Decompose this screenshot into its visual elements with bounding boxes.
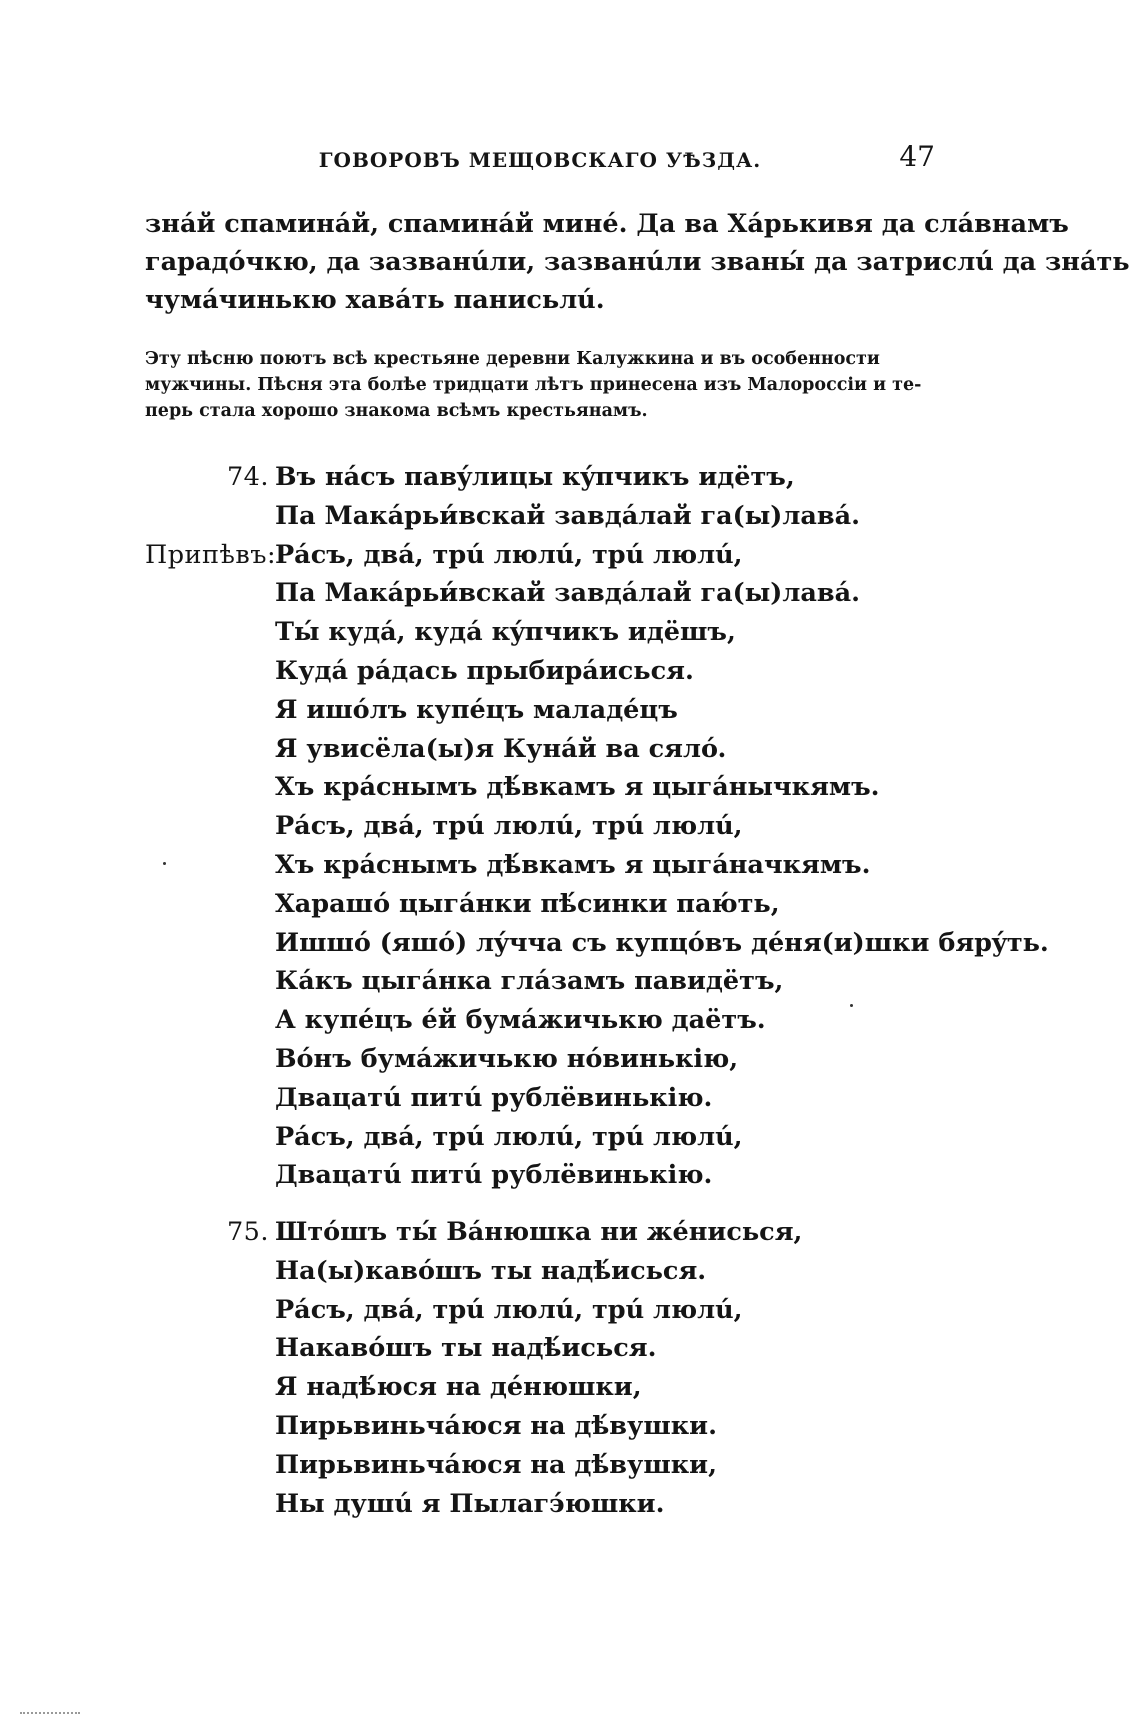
verse-text: Двацатú питú рублёвинькію.: [275, 1082, 713, 1113]
verse-line: [145, 574, 945, 613]
prose-paragraph: [145, 205, 1130, 319]
verse-line: [145, 1329, 945, 1368]
verse-text: Ишшó (яшó) лýчча съ купцóвъ дéня(и)шки бярýть.: [275, 927, 1049, 958]
song-74: [145, 458, 1049, 1195]
verse-text: Вóнъ бумáжичькю нóвинькію,: [275, 1043, 739, 1074]
verse-line: [145, 536, 945, 575]
verse-text: Па Макáрьи́вскай завдáлай га(ы)лавá.: [275, 500, 860, 531]
note-line: Эту пѣсню поютъ всѣ крестьяне деревни Калужкина и въ особенности: [145, 349, 880, 369]
verse-line: [145, 613, 945, 652]
verse-line: [145, 1252, 945, 1291]
verse-text: Штóшъ ты́ Вáнюшка ни жéнисься,: [275, 1217, 803, 1247]
verse-text: Рáсъ, двá, трú люлú, трú люлú,: [275, 811, 743, 842]
page-header: [145, 140, 935, 184]
note-line: мужчины. Пѣсня эта болѣе тридцати лѣтъ принесена изъ Малороссіи и те-: [145, 375, 922, 395]
refrain-label: Припѣвъ:: [145, 539, 277, 570]
song-number: 74.: [226, 462, 269, 492]
verse-line: [145, 846, 945, 885]
verse-line: [145, 1079, 945, 1118]
verse-line: [145, 691, 945, 730]
verse-text: Кáкъ цыгáнка глáзамъ павидётъ,: [275, 966, 784, 997]
song-75: [145, 1213, 945, 1523]
verse-text: Хъ крáснымъ дѣ́вкамъ я цыгáнычкямъ.: [275, 772, 880, 803]
verse-line: [145, 497, 945, 536]
verse-text: Я надѣ́юся на дéнюшки,: [275, 1372, 642, 1403]
verse-text: Кудá рáдась прыбирáисься.: [275, 655, 694, 686]
verse-text: Пирьвиньчáюся на дѣ́вушки.: [275, 1410, 717, 1441]
verse-line: [145, 1368, 945, 1407]
verse-line: [145, 1213, 945, 1252]
song-number: 75.: [226, 1217, 269, 1247]
prose-line: гарадóчкю, да зазванúли, зазванúли званы́ да затрислú да знáть: [145, 247, 1130, 277]
verse-line: [145, 1118, 945, 1157]
page-number: 47: [899, 140, 935, 173]
verse-text: Рáсъ, двá, трú люлú, трú люлú,: [275, 1294, 743, 1325]
note-line: перь стала хорошо знакома всѣмъ крестьянамъ.: [145, 401, 648, 421]
verse-text: Пирьвиньчáюся на дѣ́вушки,: [275, 1449, 717, 1480]
verse-text: На(ы)кавóшъ ты надѣ́исься.: [275, 1255, 707, 1286]
editorial-note: [145, 346, 935, 424]
verse-text: Рáсъ, двá, трú люлú, трú люлú,: [275, 539, 743, 570]
verse-line: [145, 885, 945, 924]
verse-line: [145, 1446, 945, 1485]
verse-line: [145, 1001, 945, 1040]
verse-text: Ны душú я Пылагэ́юшки.: [275, 1488, 665, 1519]
verse-text: Въ нáсъ павýлицы кýпчикъ идётъ,: [275, 462, 795, 492]
verse-line: [145, 924, 1049, 963]
verse-text: Двацатú питú рублёвинькію.: [275, 1160, 713, 1191]
scan-edge-mark: [20, 1712, 80, 1718]
verse-text: Накавóшъ ты надѣ́исься.: [275, 1333, 657, 1364]
verse-text: Хъ крáснымъ дѣ́вкамъ я цыгáначкямъ.: [275, 849, 871, 880]
verse-text: Я ишóлъ купéцъ маладéцъ: [275, 694, 678, 725]
verse-line: [145, 962, 945, 1001]
verse-line: [145, 807, 945, 846]
verse-text: Харашó цыгáнки пѣ́синки паю́ть,: [275, 888, 780, 919]
verse-line: [145, 458, 945, 497]
verse-line: [145, 1156, 945, 1195]
verse-line: [145, 768, 945, 807]
verse-text: Рáсъ, двá, трú люлú, трú люлú,: [275, 1121, 743, 1152]
verse-line: [145, 1485, 945, 1524]
prose-line: знáй спаминáй, спаминáй минé. Да ва Хáрькивя да слáвнамъ: [145, 209, 1069, 239]
verse-line: [145, 652, 945, 691]
print-speck: [163, 862, 166, 865]
verse-line: [145, 1407, 945, 1446]
verse-text: Я увисёла(ы)я Кунáй ва сялó.: [275, 733, 727, 764]
verse-text: Па Макáрьи́вскай завдáлай га(ы)лавá.: [275, 578, 860, 609]
print-speck: [850, 1004, 853, 1007]
verse-line: [145, 1291, 945, 1330]
verse-text: А купéцъ éй бумáжичькю даётъ.: [275, 1005, 766, 1036]
verse-line: [145, 1040, 945, 1079]
verse-line: [145, 730, 945, 769]
running-title: ГОВОРОВЪ МЕЩОВСКАГО УѢЗДА.: [318, 148, 762, 172]
prose-line: чумáчинькю хавáть панисьлú.: [145, 285, 605, 315]
verse-text: Ты́ кудá, кудá кýпчикъ идёшъ,: [275, 617, 736, 648]
